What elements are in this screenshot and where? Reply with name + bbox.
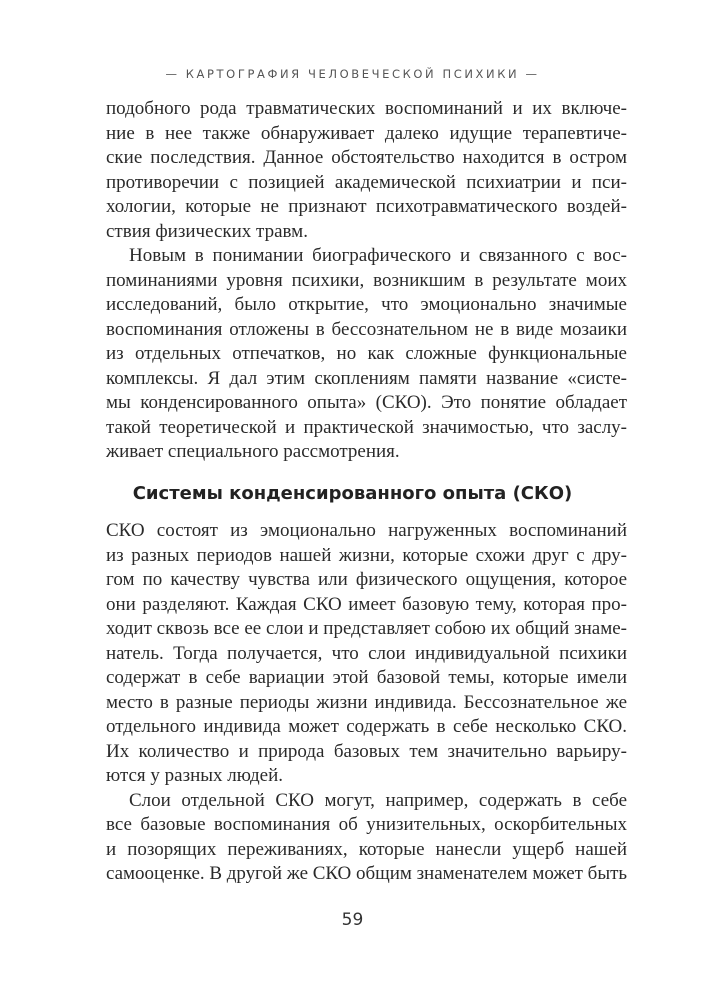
text-line: поминаниями уровня психики, возникшим в результате моих <box>106 269 627 291</box>
text-line: и позорящих переживаниях, которые нанесли ущерб нашей <box>106 838 627 860</box>
text-line: Новым в понимании биографического и связанного с вос- <box>129 245 627 266</box>
section-heading: Системы конденсированного опыта (СКО) <box>132 483 573 504</box>
paragraph <box>106 244 627 465</box>
running-head: — КАРТОГРАФИЯ ЧЕЛОВЕЧЕСКОЙ ПСИХИКИ — <box>165 67 540 81</box>
text-line: из разных периодов нашей жизни, которые схожи друг с дру- <box>106 544 627 566</box>
text-line: исследований, было открытие, что эмоционально значимые <box>106 294 627 315</box>
text-line: подобного рода травматических воспоминаний и их включе- <box>106 98 627 119</box>
text-line: отдельного индивида может содержать в себе несколько СКО. <box>106 716 627 737</box>
body-text-bottom <box>106 519 627 887</box>
text-line: СКО состоят из эмоционально нагруженных воспоминаний <box>106 520 627 541</box>
text-line: противоречии с позицией академической психиатрии и пси- <box>106 171 627 193</box>
body-text-top <box>106 97 627 465</box>
text-line: они разделяют. Каждая СКО имеет базовую тему, которая про- <box>106 593 627 615</box>
text-line: из отдельных отпечатков, но как сложные функциональные <box>106 343 627 364</box>
text-line: самооценке. В другой же СКО общим знаменателем может быть <box>106 863 627 884</box>
text-line: ются у разных людей. <box>106 765 284 786</box>
text-line: живает специального рассмотрения. <box>106 441 400 462</box>
page-number: 59 <box>341 910 364 930</box>
text-line: содержат в себе вариации этой базовой темы, которые имели <box>106 667 627 688</box>
text-line: Их количество и природа базовых тем значительно варьиру- <box>106 740 627 762</box>
text-line: ние в нее также обнаруживает далеко идущие терапевтиче- <box>106 122 627 144</box>
text-line: ские последствия. Данное обстоятельство находится в остром <box>106 147 627 168</box>
text-line: мы конденсированного опыта» (СКО). Это понятие обладает <box>106 392 627 413</box>
text-line: все базовые воспоминания об унизительных, оскорбительных <box>106 814 627 835</box>
text-line: ходит сквозь все ее слои и представляет собою их общий знаме- <box>106 618 627 639</box>
text-line: Слои отдельной СКО могут, например, содержать в себе <box>129 789 627 811</box>
text-line: гом по качеству чувства или физического ощущения, которое <box>106 569 627 590</box>
text-line: воспоминания отложены в бессознательном не в виде мозаики <box>106 318 627 340</box>
text-line: хологии, которые не признают психотравматического воздей- <box>106 196 627 217</box>
text-line: комплексы. Я дал этим скоплениям памяти название «систе- <box>106 367 627 389</box>
text-line: место в разные периоды жизни индивида. Бессознательное же <box>106 691 627 713</box>
text-line: такой теоретической и практической значимостью, что заслу- <box>106 416 627 438</box>
text-line: ствия физических травм. <box>106 220 308 242</box>
text-line: натель. Тогда получается, что слои индивидуальной психики <box>106 642 627 664</box>
paragraph <box>106 519 627 789</box>
paragraph <box>106 97 627 244</box>
paragraph <box>106 789 627 887</box>
